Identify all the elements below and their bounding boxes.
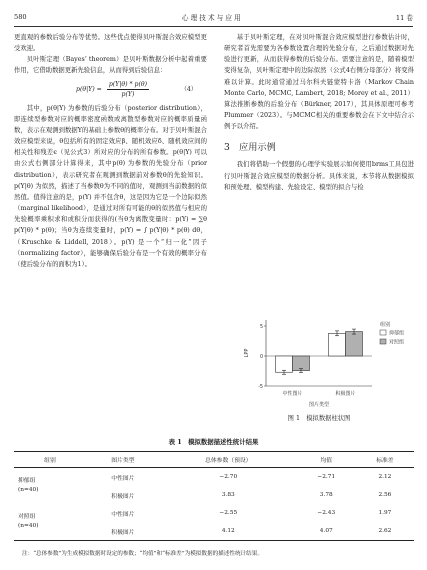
y-tick-label: 0	[259, 354, 263, 360]
type-cell: 中性图片	[111, 511, 135, 518]
sd-cell: 2.12	[378, 474, 392, 480]
equation-number: （4）	[180, 86, 197, 94]
section-title: 应用示例	[239, 142, 276, 154]
legend-swatch	[380, 339, 386, 344]
type-cell: 积极图片	[86, 522, 160, 541]
sd-cell: 2.62	[356, 522, 414, 541]
formula-lhs: p(θ|Y) =	[76, 86, 102, 94]
param-cell: −2.70	[219, 474, 238, 480]
table-header-row	[14, 452, 414, 468]
type-cell: 积极图片	[111, 493, 135, 500]
section-heading	[224, 141, 414, 154]
journal-name: 心 理 技 术 与 应 用	[181, 14, 241, 22]
bar-chart	[224, 314, 414, 414]
x-tick-label: 中性图片	[282, 391, 303, 397]
table-row	[14, 468, 414, 487]
bayes-formula	[14, 77, 207, 103]
bar	[329, 333, 346, 356]
x-tick-label: 积极图片	[335, 391, 356, 397]
formula-fraction	[107, 80, 149, 99]
running-header	[14, 10, 413, 24]
descriptive-stats-table	[14, 451, 414, 541]
left-paragraph-1: 更直观的参数后验分布等优势。这些优点使得贝叶斯混合效应模型更受欢迎。	[14, 34, 207, 53]
bar	[293, 356, 310, 371]
right-paragraph-2: 我们将借助一个假想的心理学实验展示如何使用brms工具包进行贝叶斯混合效应模型的数据分析。具体来说，本节将从数据模拟和预处理、模型构建、先验设定、模型的拟合与检	[224, 161, 414, 191]
page-number: 580	[14, 13, 27, 21]
left-column	[14, 32, 207, 270]
y-tick-label: -5	[258, 384, 263, 390]
header-param: 总体参数（预设）	[160, 452, 297, 468]
legend-label: 对照组	[389, 339, 405, 346]
bar-chart-figure	[224, 314, 414, 420]
type-cell: 中性图片	[111, 475, 135, 482]
sd-cell: 1.97	[378, 510, 392, 516]
sd-cell: 2.56	[378, 492, 392, 498]
formula-denominator: p(Y)	[121, 91, 135, 99]
mean-cell: 3.78	[319, 492, 333, 498]
group-cell: 抑郁组 (n=40)	[18, 478, 39, 493]
group-cell: 对照组 (n=40)	[14, 504, 86, 541]
bar	[346, 332, 363, 356]
volume-label: 11 卷	[395, 14, 413, 22]
param-cell: 4.12	[160, 522, 297, 541]
formula-numerator: p(Y|θ) * p(θ)	[108, 81, 148, 89]
right-paragraph-1: 基于贝叶斯定理，在对贝叶斯混合效应模型进行参数估计时，研究者首先需要为各参数设置合理的先验分布，之后通过数据对先验进行更新，从而获得参数的后验分布。需要注意的是，随着模型变得复杂，贝叶斯定理中的边际似然（公式4右侧分母部分）将变得难以计算。此时通常通过马尔科夫链蒙特卡洛（Markov Chain Monte Carlo, MCMC, Lambert, 2018; Morey et al., 2011）算法推断参数的后验分布（Bürkner, 2017），其具体原理可参考Plummer（2023）。与MCMC相关的重要参数会在下文中结合示例予以介绍。	[224, 34, 414, 131]
mean-cell: −2.71	[317, 474, 336, 480]
legend-swatch	[380, 330, 386, 335]
mean-cell: −2.43	[317, 510, 336, 516]
bar	[276, 356, 293, 372]
figure-caption: 图 1 模拟数据柱状图	[287, 415, 351, 422]
table-title: 表 1 模拟数据描述性统计结果	[168, 438, 259, 446]
param-cell: −2.55	[219, 510, 238, 516]
param-cell: 3.83	[221, 492, 235, 498]
legend-label: 抑郁组	[389, 330, 405, 337]
mean-cell: 4.07	[297, 522, 356, 541]
legend-title: 组别	[380, 322, 391, 328]
header-rule	[14, 26, 413, 27]
header-image-type: 图片类型	[86, 452, 160, 468]
x-axis-label: 图片类型	[308, 402, 330, 408]
header-group: 组别	[14, 452, 86, 468]
header-mean: 均值	[297, 452, 356, 468]
header-sd: 标准差	[356, 452, 414, 468]
table-note: 注：“总体参数”为生成模拟数据时设定的参数；“均值”和“标准差”为模拟数据的描述性统计结果。	[22, 551, 263, 557]
right-column	[224, 32, 414, 193]
y-axis-label: LPP	[244, 348, 250, 358]
section-number: 3	[224, 142, 230, 154]
left-paragraph-3: 其中，p(θ|Y) 为参数的后验分布（posterior distribution），即连续型参数对应的概率密度函数或离散型参数对应的概率质量函数，表示在观测到数据Y的基础上参数θ的概率分布。对于贝叶斯混合效应模型来说，θ包括所有的固定效应β、随机效应δ、随机效应间的相关性和残差ϵ（见公式3）所对应的分布的所有参数。p(θ|Y) 可以由公式右侧部分计算得来，其中p(θ) 为参数的先验分布（prior distribution），表示研究者在观测到数据前对参数θ的先验知识。p(Y|θ) 为似然，描述了当参数θ为不同的值时，观测到当前数据的似然值。值得注意的是，p(Y) 并不包含θ，这是因为它是一个边际似然（marginal likelihood），是通过对所有可能的θ的似然值与相应的先验概率乘积求和或积分而获得的(当θ为离散变量时：p(Y) = ∑θ p(Y|θ) * p(θ)；当θ为连续变量时，p(Y) = ∫ p(Y|θ) * p(θ) dθ，（Kruschke & Liddell, 2018）。p(Y) 是一个“归一化”因子（normalizing factor），能够确保后验分布是一个有效的概率分布（使后验分布的面积为1）。	[14, 104, 207, 268]
left-paragraph-2: 贝叶斯定理（Bayes’ theorem）是贝叶斯数据分析中起着重要作用，它借助数据更新先验信息，从而得到后验信息：	[14, 56, 207, 75]
y-tick-label: 5	[259, 324, 263, 330]
table-row	[14, 504, 414, 522]
